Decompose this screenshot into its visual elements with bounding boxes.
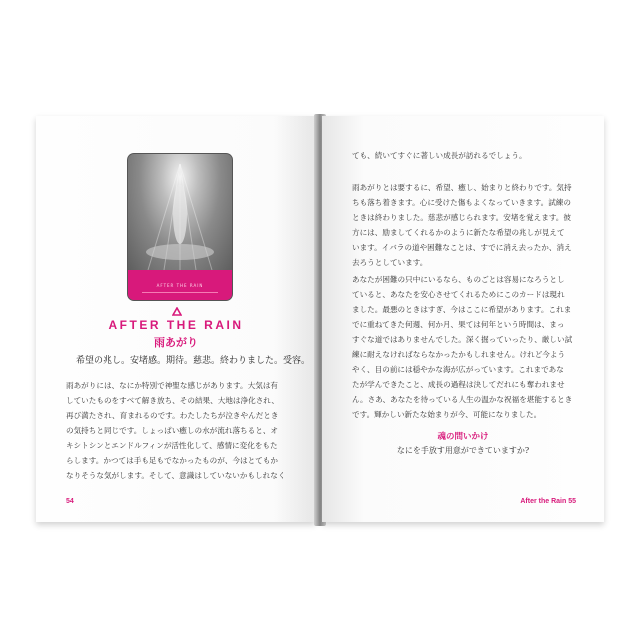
soul-question-text: なにを手放す用意ができていますか? xyxy=(396,446,530,455)
text-line: 練に耐えなければならなかったかもしれません。けれど今よう xyxy=(352,350,566,359)
text-line: ていると、あなたを安心させてくれるためにこのカードは現れ xyxy=(352,290,565,299)
text-line: 去ろうとしています。 xyxy=(352,258,428,267)
text-line: ん。さあ、あなたを待っている人生の温かな祝福を堪能するとき xyxy=(352,395,573,404)
text-line: ても、続いてすぐに著しい成長が訪れるでしょう。 xyxy=(352,151,527,160)
text-line: います。イバラの道や困難なことは、すでに消え去ったか、消え xyxy=(352,243,572,252)
card-keywords: 希望の兆し。安堵感。期待。慈悲。終わりました。受容。 xyxy=(76,356,311,366)
page-number-left: 54 xyxy=(66,498,74,505)
text-line: あなたが困難の只中にいるなら、ものごとは容易になろうとし xyxy=(352,275,565,284)
page-number-right: After the Rain 55 xyxy=(520,498,576,505)
right-page xyxy=(322,116,604,522)
text-line: キシトシンとエンドルフィンが活性化して、感情に変化をもた xyxy=(66,441,278,450)
text-line: らします。かつては手も足もでなかったものが、今はとてもか xyxy=(66,456,279,465)
text-line: 雨あがりとは要するに、希望、癒し、始まりと終わりです。気持 xyxy=(352,183,572,192)
text-line: です。輝かしい新たな始まりが今、可能になりました。 xyxy=(352,410,542,419)
card-light-rays xyxy=(128,154,232,270)
text-line: 方には、励ましてくれるかのように新たな希望の兆しが見えて xyxy=(352,228,565,237)
card-band-text: AFTER THE RAIN xyxy=(156,283,204,288)
oracle-card-image xyxy=(128,154,232,300)
text-line: たが学んできたこと、成長の過程は決してだれにも奪われませ xyxy=(352,380,565,389)
right-body-paragraph-3 xyxy=(352,272,572,422)
text-line: ちも落ち着きます。心に受けた傷もよくなっていきます。試練の xyxy=(352,198,571,207)
card-title-japanese: 雨あがり xyxy=(154,336,198,349)
card-band-divider xyxy=(142,292,218,293)
text-line: ときは終わりました。慈悲が感じられます。安堵を覚えます。彼 xyxy=(352,213,571,222)
text-line: 雨あがりには、なにか特別で神聖な感じがあります。大気は有 xyxy=(66,381,279,390)
triangle-icon xyxy=(172,307,182,316)
text-line: 再び満たされ、育まれるのです。わたしたちが泣きやんだとき xyxy=(66,411,279,420)
text-line: ました。最悪のときはすぎ、今はここに希望があります。これま xyxy=(352,305,572,314)
text-line: なりそうな気がします。そして、意識はしていないかもしれなく xyxy=(66,471,286,480)
card-title-english: AFTER THE RAIN xyxy=(108,318,244,332)
right-body-paragraph-2 xyxy=(352,180,572,270)
open-book xyxy=(36,116,604,526)
text-line: すぐな道ではありませんでした。深く掘っていったり、厳しい試 xyxy=(352,335,573,344)
text-line: の気持ちと同じです。しょっぱい癒しの水が流れ落ちると、オ xyxy=(66,426,279,435)
soul-question-heading: 魂の問いかけ xyxy=(437,432,489,442)
text-line: でに重ねてきた何週、何か月、果ては何年という時間は、まっ xyxy=(352,320,565,329)
left-body-text xyxy=(66,378,285,483)
text-line: していたものをすべて解き放ち、その結果、大地は浄化され、 xyxy=(66,396,279,405)
left-page xyxy=(36,116,316,522)
right-body-paragraph-1 xyxy=(352,148,527,163)
text-line: やく、目の前には穏やかな海が広がっています。これまであな xyxy=(352,365,564,374)
